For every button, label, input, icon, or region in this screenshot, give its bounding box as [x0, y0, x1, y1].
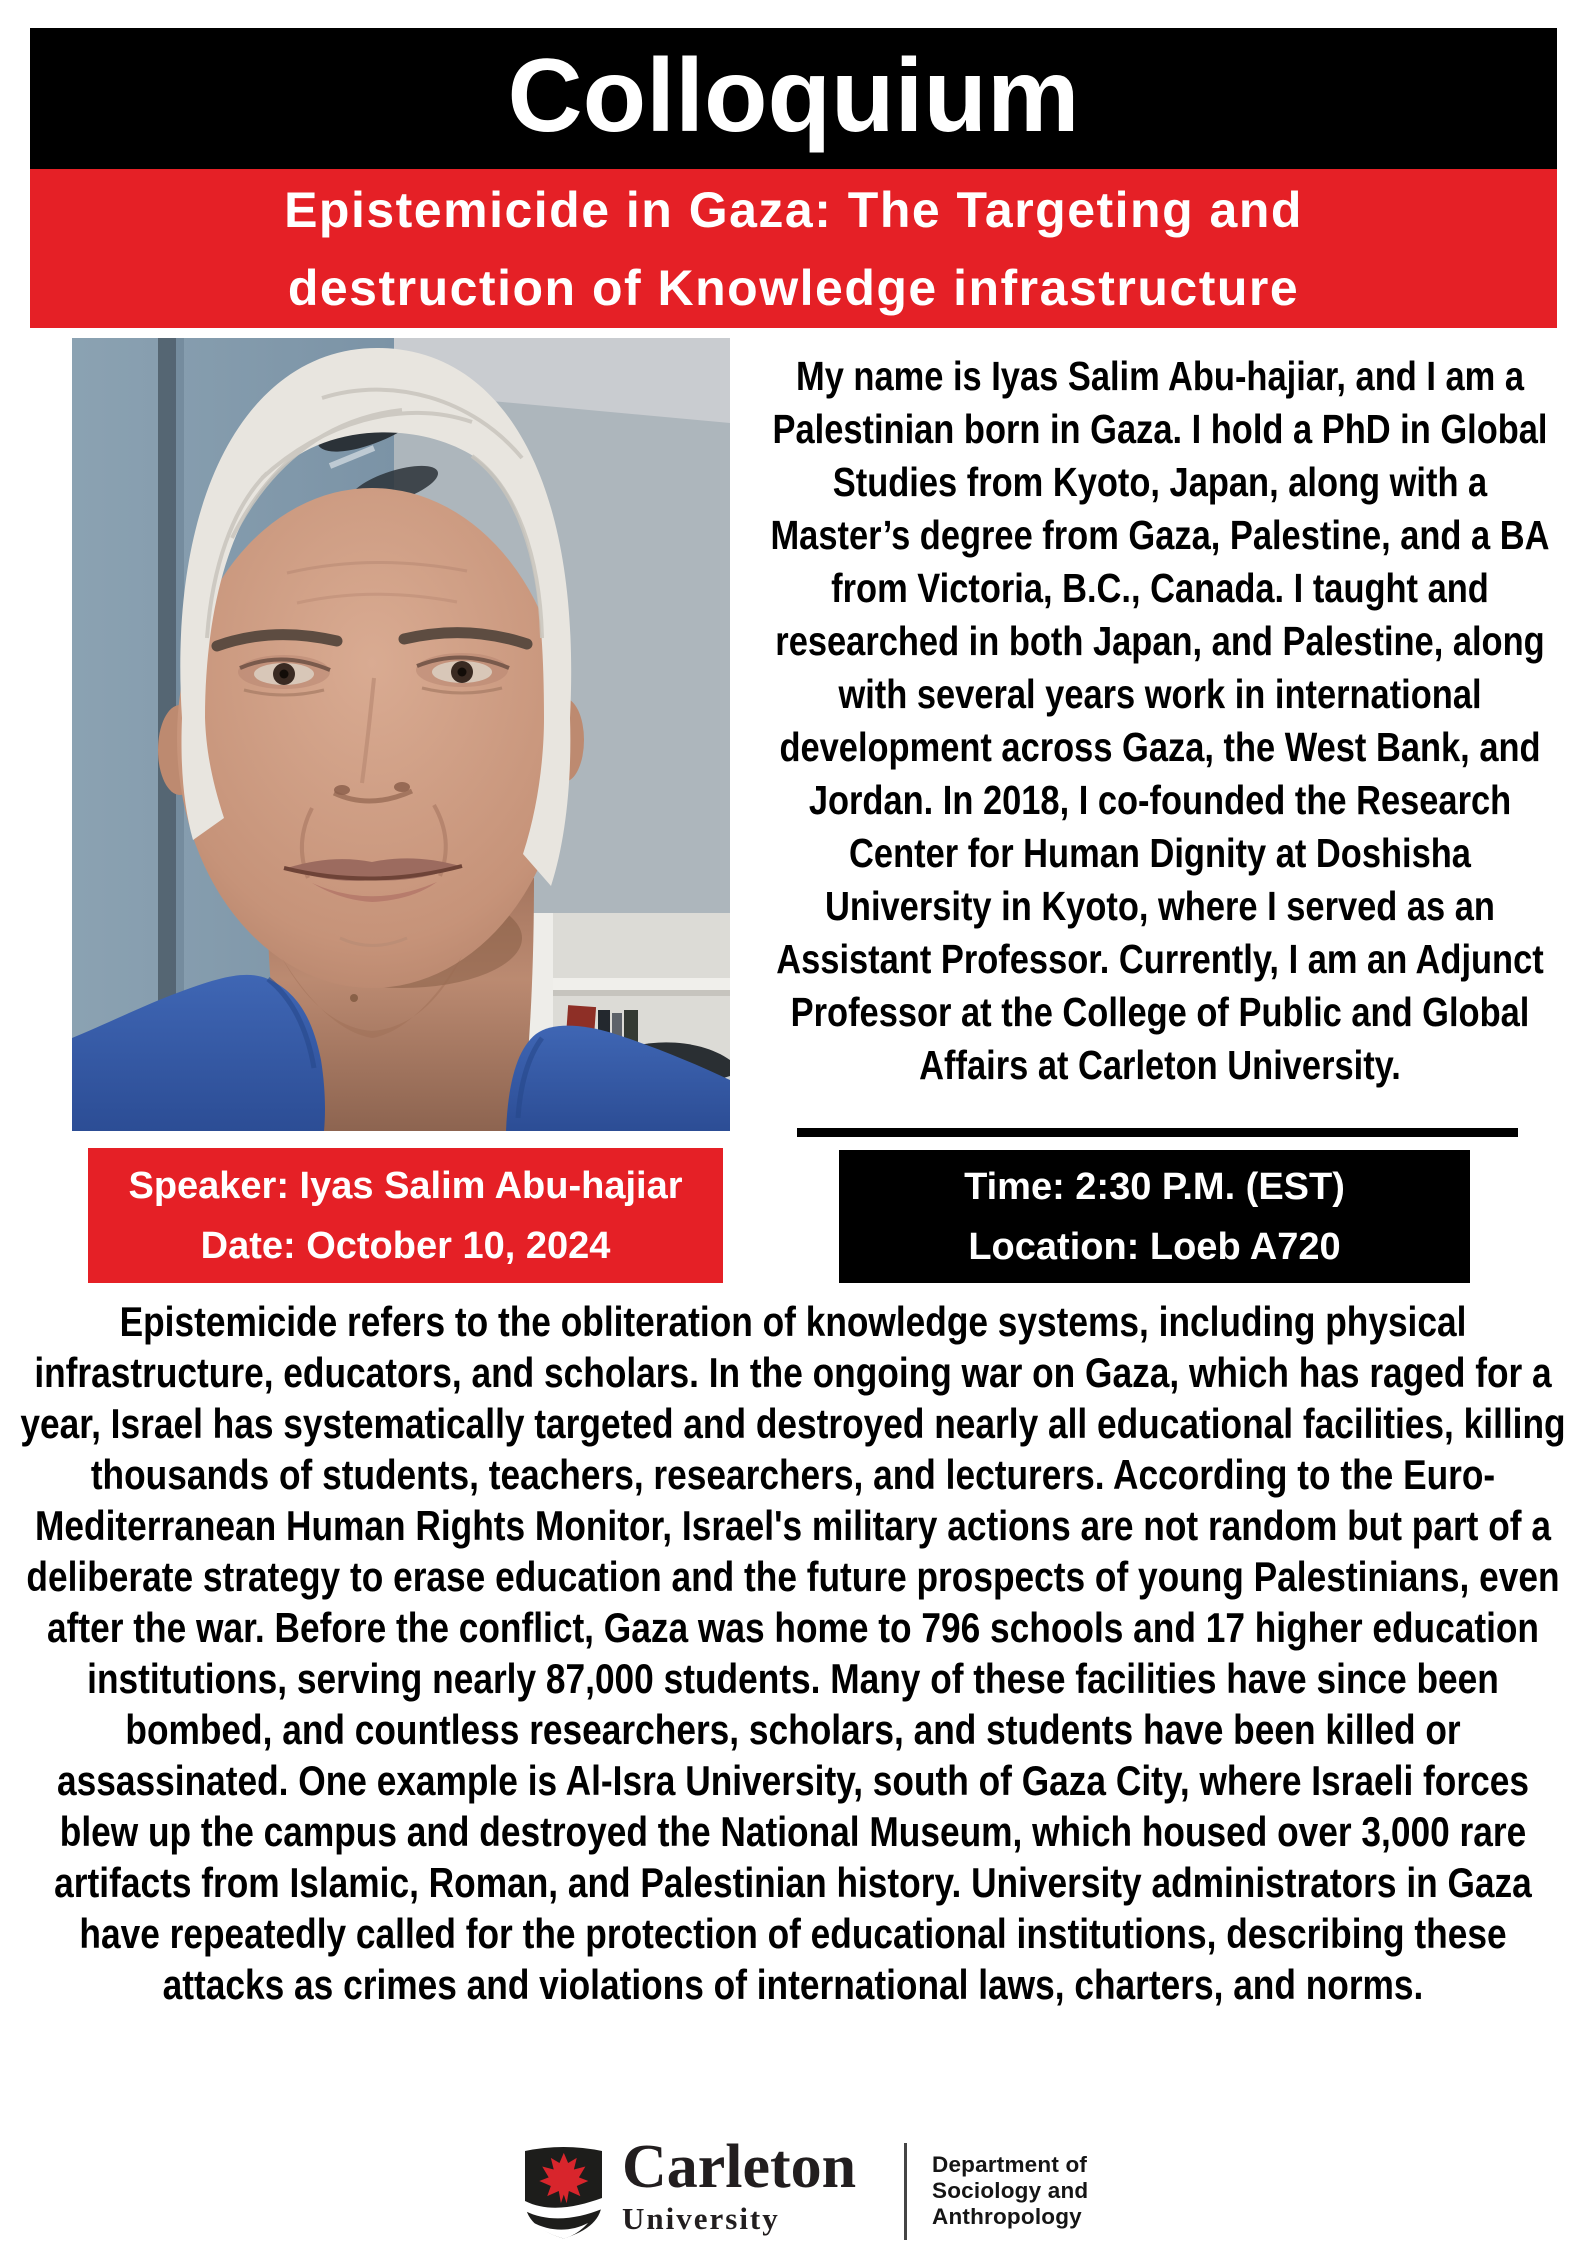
- speaker-bio-text: My name is Iyas Salim Abu-hajiar, and I am a Palestinian born in Gaza. I hold a PhD in Global Studies from Kyoto, Japan, along with a Master’s degree from Gaza, Palestine, and a BA from Victoria, B.C., Canada. I taught and researched in both Japan, and Palestine, along with several years work in international development across Gaza, the West Bank, and Jordan. In 2018, I co-founded the Research Center for Human Dignity at Doshisha University in Kyoto, where I served as an Assistant Professor. Currently, I am an Adjunct Professor at the College of Public and Global Affairs at Carleton University.: [770, 353, 1550, 1088]
- speaker-date-box: [88, 1148, 723, 1283]
- horizontal-rule: [797, 1128, 1518, 1137]
- time-location-box: [839, 1150, 1470, 1283]
- speaker-bio: [765, 350, 1555, 1092]
- abstract-text: Epistemicide refers to the obliteration of knowledge systems, including physical infrastructure, educators, and scholars. In the ongoing war on Gaza, which has raged for a year, Israel has systematically targeted and destroyed nearly all educational facilities, killing thousands of students, teachers, researchers, and lecturers. According to the Euro-Mediterranean Human Rights Monitor, Israel's military actions are not random but part of a deliberate strategy to erase education and the future prospects of young Palestinians, even after the war. Before the conflict, Gaza was home to 796 schools and 17 higher education institutions, serving nearly 87,000 students. Many of these facilities have since been bombed, and countless researchers, scholars, and students have been killed or assassinated. One example is Al-Isra University, south of Gaza City, where Israeli forces blew up the campus and destroyed the National Museum, which housed over 3,000 rare artifacts from Islamic, Roman, and Palestinian history. University administrators in Gaza have repeatedly called for the protection of educational institutions, describing these attacks as crimes and violations of international laws, charters, and norms.: [20, 1298, 1566, 2008]
- subtitle-band: [30, 169, 1557, 328]
- department-name: [932, 2152, 1088, 2230]
- location-line: Location: Loeb A720: [968, 1225, 1341, 1268]
- header-band: [30, 28, 1557, 169]
- speaker-line: Speaker: Iyas Salim Abu-hajiar: [128, 1164, 683, 1207]
- carleton-wordmark: [622, 2133, 892, 2236]
- university-logo-text: University: [622, 2201, 780, 2236]
- time-line: Time: 2:30 P.M. (EST): [964, 1165, 1345, 1208]
- carleton-shield-icon: [523, 2143, 604, 2240]
- speaker-photo-illustration: [72, 338, 730, 1131]
- department-line3: Anthropology: [932, 2204, 1082, 2229]
- carleton-logo-text: Carleton: [622, 2133, 857, 2201]
- date-line: Date: October 10, 2024: [200, 1224, 611, 1267]
- logo-divider: [904, 2143, 907, 2240]
- department-line2: Sociology and: [932, 2178, 1089, 2203]
- department-line1: Department of: [932, 2152, 1088, 2177]
- poster-title: Colloquium: [507, 37, 1080, 154]
- speaker-photo: [72, 338, 730, 1131]
- abstract-section: [20, 1296, 1567, 2010]
- subtitle-line1: Epistemicide in Gaza: The Targeting and: [284, 181, 1303, 238]
- subtitle-line2: destruction of Knowledge infrastructure: [287, 259, 1300, 316]
